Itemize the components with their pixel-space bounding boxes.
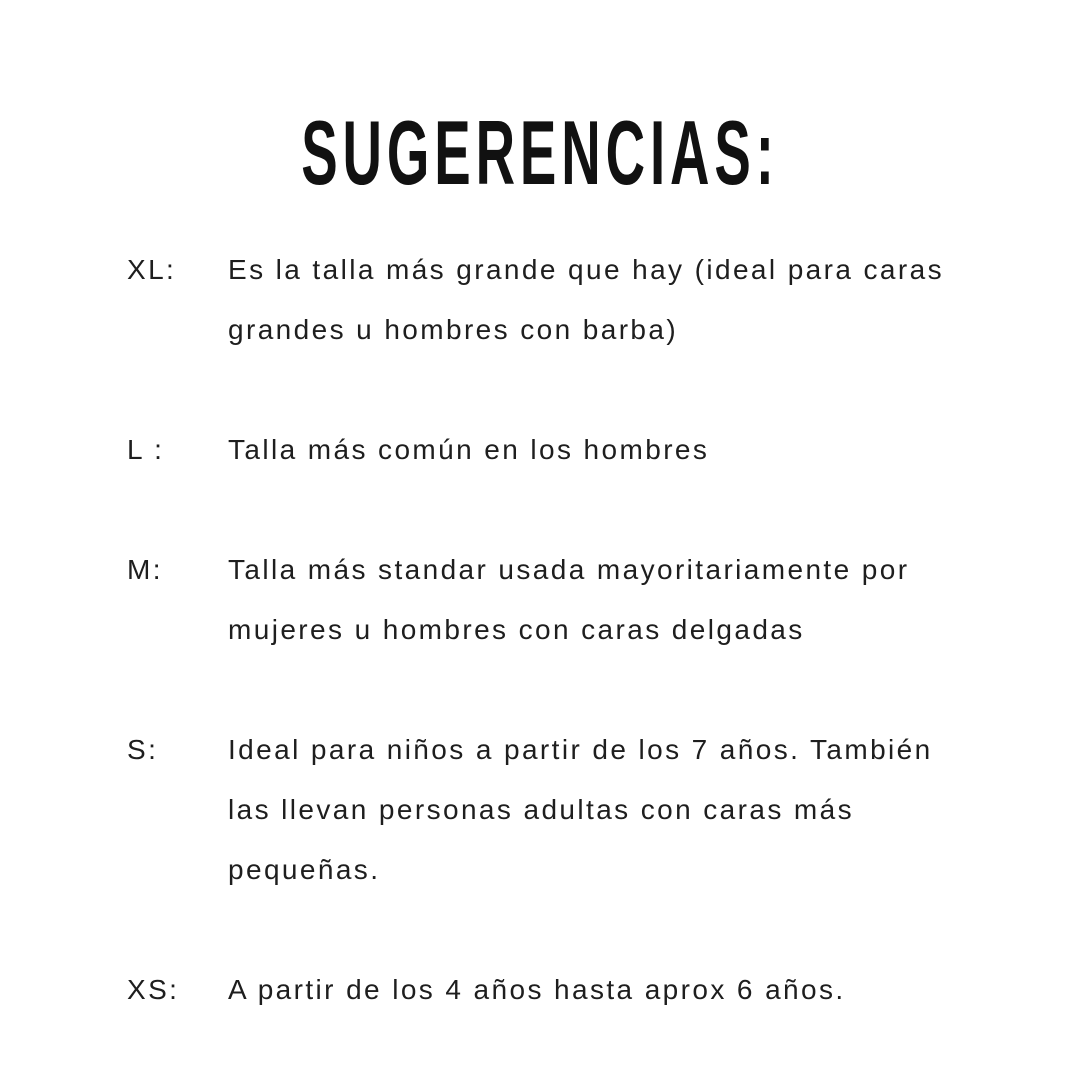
size-item-xs xyxy=(127,960,980,1020)
size-label: XS: xyxy=(127,974,180,1005)
size-description xyxy=(228,720,980,900)
size-item-xl xyxy=(127,240,980,360)
description-line: las llevan personas adultas con caras más xyxy=(228,794,855,825)
page-title: SUGERENCIAS: xyxy=(301,103,779,204)
size-item-l xyxy=(127,420,980,480)
size-description xyxy=(228,240,980,360)
size-item-s xyxy=(127,720,980,900)
description-line: Talla más standar usada mayoritariamente por xyxy=(228,554,910,585)
description-line: Talla más común en los hombres xyxy=(228,434,710,465)
size-item-m xyxy=(127,540,980,660)
description-line: mujeres u hombres con caras delgadas xyxy=(228,614,805,645)
title-container xyxy=(216,102,864,206)
size-label: XL: xyxy=(127,254,177,285)
description-line: pequeñas. xyxy=(228,854,381,885)
description-line: A partir de los 4 años hasta aprox 6 años. xyxy=(228,974,846,1005)
description-line: Ideal para niños a partir de los 7 años. También xyxy=(228,734,933,765)
size-description xyxy=(228,540,980,660)
size-suggestions-list xyxy=(127,240,980,1080)
size-label: M: xyxy=(127,554,163,585)
size-label: L : xyxy=(127,434,165,465)
size-description xyxy=(228,420,980,480)
description-line: Es la talla más grande que hay (ideal para caras xyxy=(228,254,944,285)
description-line: grandes u hombres con barba) xyxy=(228,314,679,345)
size-label: S: xyxy=(127,734,159,765)
size-description xyxy=(228,960,980,1020)
